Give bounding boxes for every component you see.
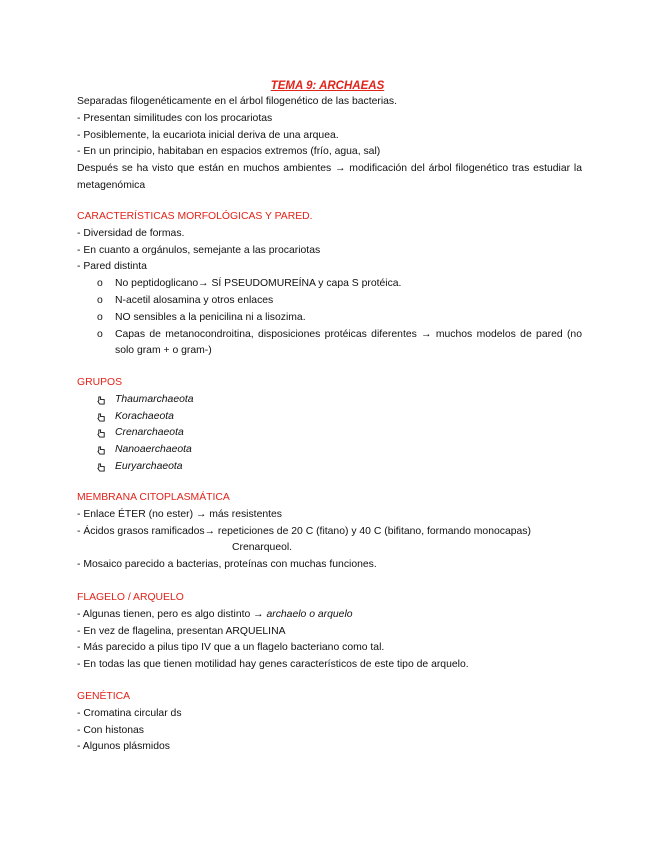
list-item: - Mosaico parecido a bacterias, proteínas con muchas funciones. <box>77 559 377 571</box>
intro-section <box>77 94 582 195</box>
sub-list-item <box>77 276 582 293</box>
hand-pointer-icon <box>97 396 106 405</box>
membrana-section <box>77 490 582 574</box>
hand-pointer-icon <box>97 463 106 472</box>
sub-list-item-text: NO sensibles a la penicilina ni a lisozima. <box>115 311 306 323</box>
list-item: - En todas las que tienen motilidad hay genes característicos de este tipo de arquelo. <box>77 659 469 671</box>
group-name: Euryarchaeota <box>115 460 183 472</box>
section-heading: FLAGELO / ARQUELO <box>77 592 184 603</box>
sub-list-item-text: No peptidoglicano→ SÍ PSEUDOMUREÍNA y capa S protéica. <box>115 278 402 290</box>
list-item: - Algunos plásmidos <box>77 741 170 753</box>
intro-line: - Presentan similitudes con los procariotas <box>77 112 273 124</box>
circle-bullet: o <box>97 328 103 340</box>
group-item <box>77 409 582 426</box>
hand-pointer-icon <box>97 446 106 455</box>
group-item <box>77 392 582 409</box>
list-item: - Con histonas <box>77 724 144 736</box>
section-heading: GRUPOS <box>77 377 123 388</box>
intro-paragraph: Después se ha visto que están en muchos ambientes → modificación del árbol filogenético tras estudiar la metagenómica <box>77 163 582 191</box>
list-item: - Cromatina circular ds <box>77 707 182 719</box>
grupos-section <box>77 375 582 476</box>
list-item: - En vez de flagelina, presentan ARQUELINA <box>77 625 286 637</box>
group-item <box>77 425 582 442</box>
list-item: - En cuanto a orgánulos, semejante a las procariotas <box>77 244 321 256</box>
group-item <box>77 459 582 476</box>
section-heading: GENÉTICA <box>77 691 131 702</box>
group-name: Thaumarchaeota <box>115 393 194 405</box>
circle-bullet: o <box>97 294 103 306</box>
section-heading: CARACTERÍSTICAS MORFOLÓGICAS Y PARED. <box>77 211 313 222</box>
flagelo-section <box>77 590 582 674</box>
sub-list-item <box>77 327 582 361</box>
sub-list-item-text: Capas de metanocondroitina, disposiciones protéicas diferentes → muchos modelos de pared (no solo gram + o gram-) <box>115 328 582 357</box>
list-item-emphasis: archaelo o arquelo <box>266 608 353 620</box>
group-name: Korachaeota <box>115 410 174 422</box>
group-item <box>77 442 582 459</box>
list-item: - Ácidos grasos ramificados→ repeticiones de 20 C (fitano) y 40 C (bifitano, formando monocapas) <box>77 525 531 537</box>
intro-line: - En un principio, habitaban en espacios extremos (frío, agua, sal) <box>77 146 381 158</box>
section-heading: MEMBRANA CITOPLASMÁTICA <box>77 492 230 503</box>
intro-line: Separadas filogenéticamente en el árbol filogenético de las bacterias. <box>77 96 398 107</box>
morfologia-section <box>77 209 582 360</box>
list-item-continuation: Crenarqueol. <box>232 542 293 554</box>
circle-bullet: o <box>97 311 103 323</box>
sub-list-item-text: N-acetil alosamina y otros enlaces <box>115 294 274 306</box>
sub-list-item <box>77 310 582 327</box>
hand-pointer-icon <box>97 413 106 422</box>
circle-bullet: o <box>97 278 103 290</box>
hand-pointer-icon <box>97 429 106 438</box>
group-name: Crenarchaeota <box>115 427 184 439</box>
group-name: Nanoaerchaeota <box>115 444 192 456</box>
list-item: - Enlace ÉTER (no ester) → más resistentes <box>77 508 282 520</box>
intro-line: - Posiblemente, la eucariota inicial deriva de una arquea. <box>77 129 339 141</box>
list-item: - Pared distinta <box>77 261 147 273</box>
list-item: - Diversidad de formas. <box>77 227 185 239</box>
page-title: TEMA 9: ARCHAEAS <box>270 80 385 92</box>
list-item: - Más parecido a pilus tipo IV que a un flagelo bacteriano como tal. <box>77 642 385 654</box>
sub-list-item <box>77 293 582 310</box>
list-item-text: - Algunas tienen, pero es algo distinto → <box>77 608 267 620</box>
genetica-section <box>77 689 582 756</box>
list-item <box>77 607 582 624</box>
